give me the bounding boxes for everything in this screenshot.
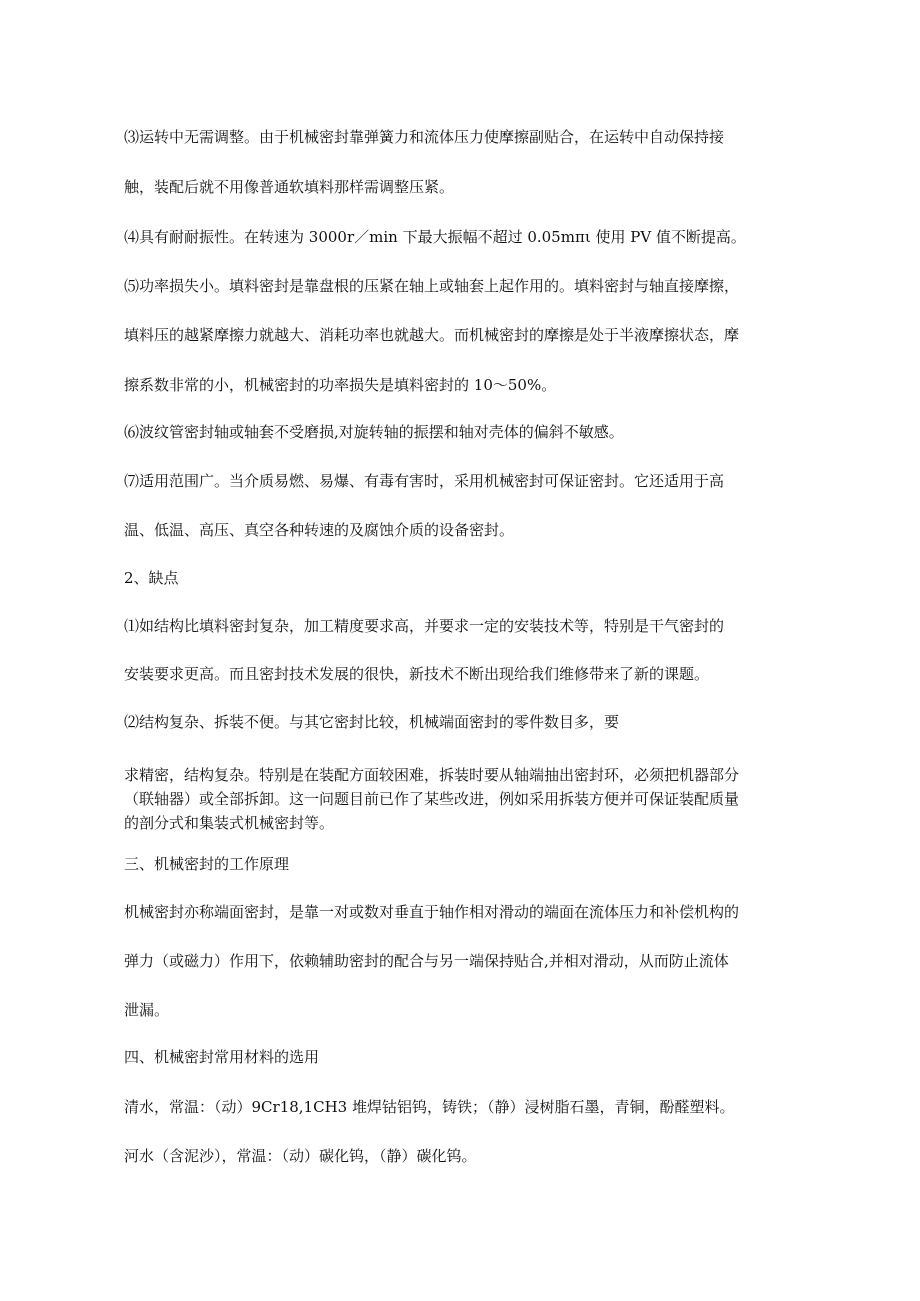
text-line: 安装要求更高。而且密封技术发展的很快，新技术不断出现给我们维修带来了新的课题。 [124,665,710,683]
text-line: ⑷具有耐耐振性。在转速为 3000r／min 下最大振幅不超过 0.05mπι 使用 PV 值不断提高。 [124,228,746,246]
text-line: ⑹波纹管密封轴或轴套不受磨损,对旋转轴的振摆和轴对壳体的偏斜不敏感。 [124,423,624,441]
text-line: 擦系数非常的小，机械密封的功率损失是填料密封的 10～50%。 [124,376,557,394]
text-line: ⑶运转中无需调整。由于机械密封靠弹簧力和流体压力使摩擦副贴合，在运转中自动保持接 [124,128,725,146]
text-line: （联轴器）或全部拆卸。这一问题目前已作了某些改进，例如采用拆装方便并可保证装配质量 [124,790,740,808]
text-line: ⑵结构复杂、拆装不便。与其它密封比较，机械端面密封的零件数目多，要 [124,713,620,731]
text-line: 求精密，结构复杂。特别是在装配方面较困难，拆装时要从轴端抽出密封环，必须把机器部分 [124,766,740,784]
text-line: 填料压的越紧摩擦力就越大、消耗功率也就越大。而机械密封的摩擦是处于半液摩擦状态，摩 [124,326,740,344]
text-line: 的剖分式和集装式机械密封等。 [124,814,335,832]
text-line: 触，装配后就不用像普通软填料那样需调整压紧。 [124,178,455,196]
section-heading: 2、缺点 [124,569,179,587]
text-line: 河水（含泥沙），常温：（动）碳化钨，（静）碳化钨。 [124,1147,477,1165]
section-heading: 三、机械密封的工作原理 [124,855,290,873]
text-line: 弹力（或磁力）作用下，依赖辅助密封的配合与另一端保持贴合,并相对滑动，从而防止流体 [124,952,729,970]
text-line: ⑴如结构比填料密封复杂，加工精度要求高，并要求一定的安装技术等，特别是干气密封的 [124,617,725,635]
text-line: ⑸功率损失小。填料密封是靠盘根的压紧在轴上或轴套上起作用的。填料密封与轴直接摩擦， [124,277,740,295]
text-line: 温、低温、高压、真空各种转速的及腐蚀介质的设备密封。 [124,521,515,539]
text-line: 机械密封亦称端面密封，是靠一对或数对垂直于轴作相对滑动的端面在流体压力和补偿机构的 [124,903,740,921]
text-line: ⑺适用范围广。当介质易燃、易爆、有毒有害时，采用机械密封可保证密封。它还适用于高 [124,472,725,490]
text-line: 泄漏。 [124,1001,170,1019]
section-heading: 四、机械密封常用材料的选用 [124,1048,320,1066]
text-line: 清水，常温：（动）9Cr18,1CH3 堆焊钴铝钨，铸铁；（静）浸树脂石墨，青铜，酚醛塑料。 [124,1098,735,1116]
